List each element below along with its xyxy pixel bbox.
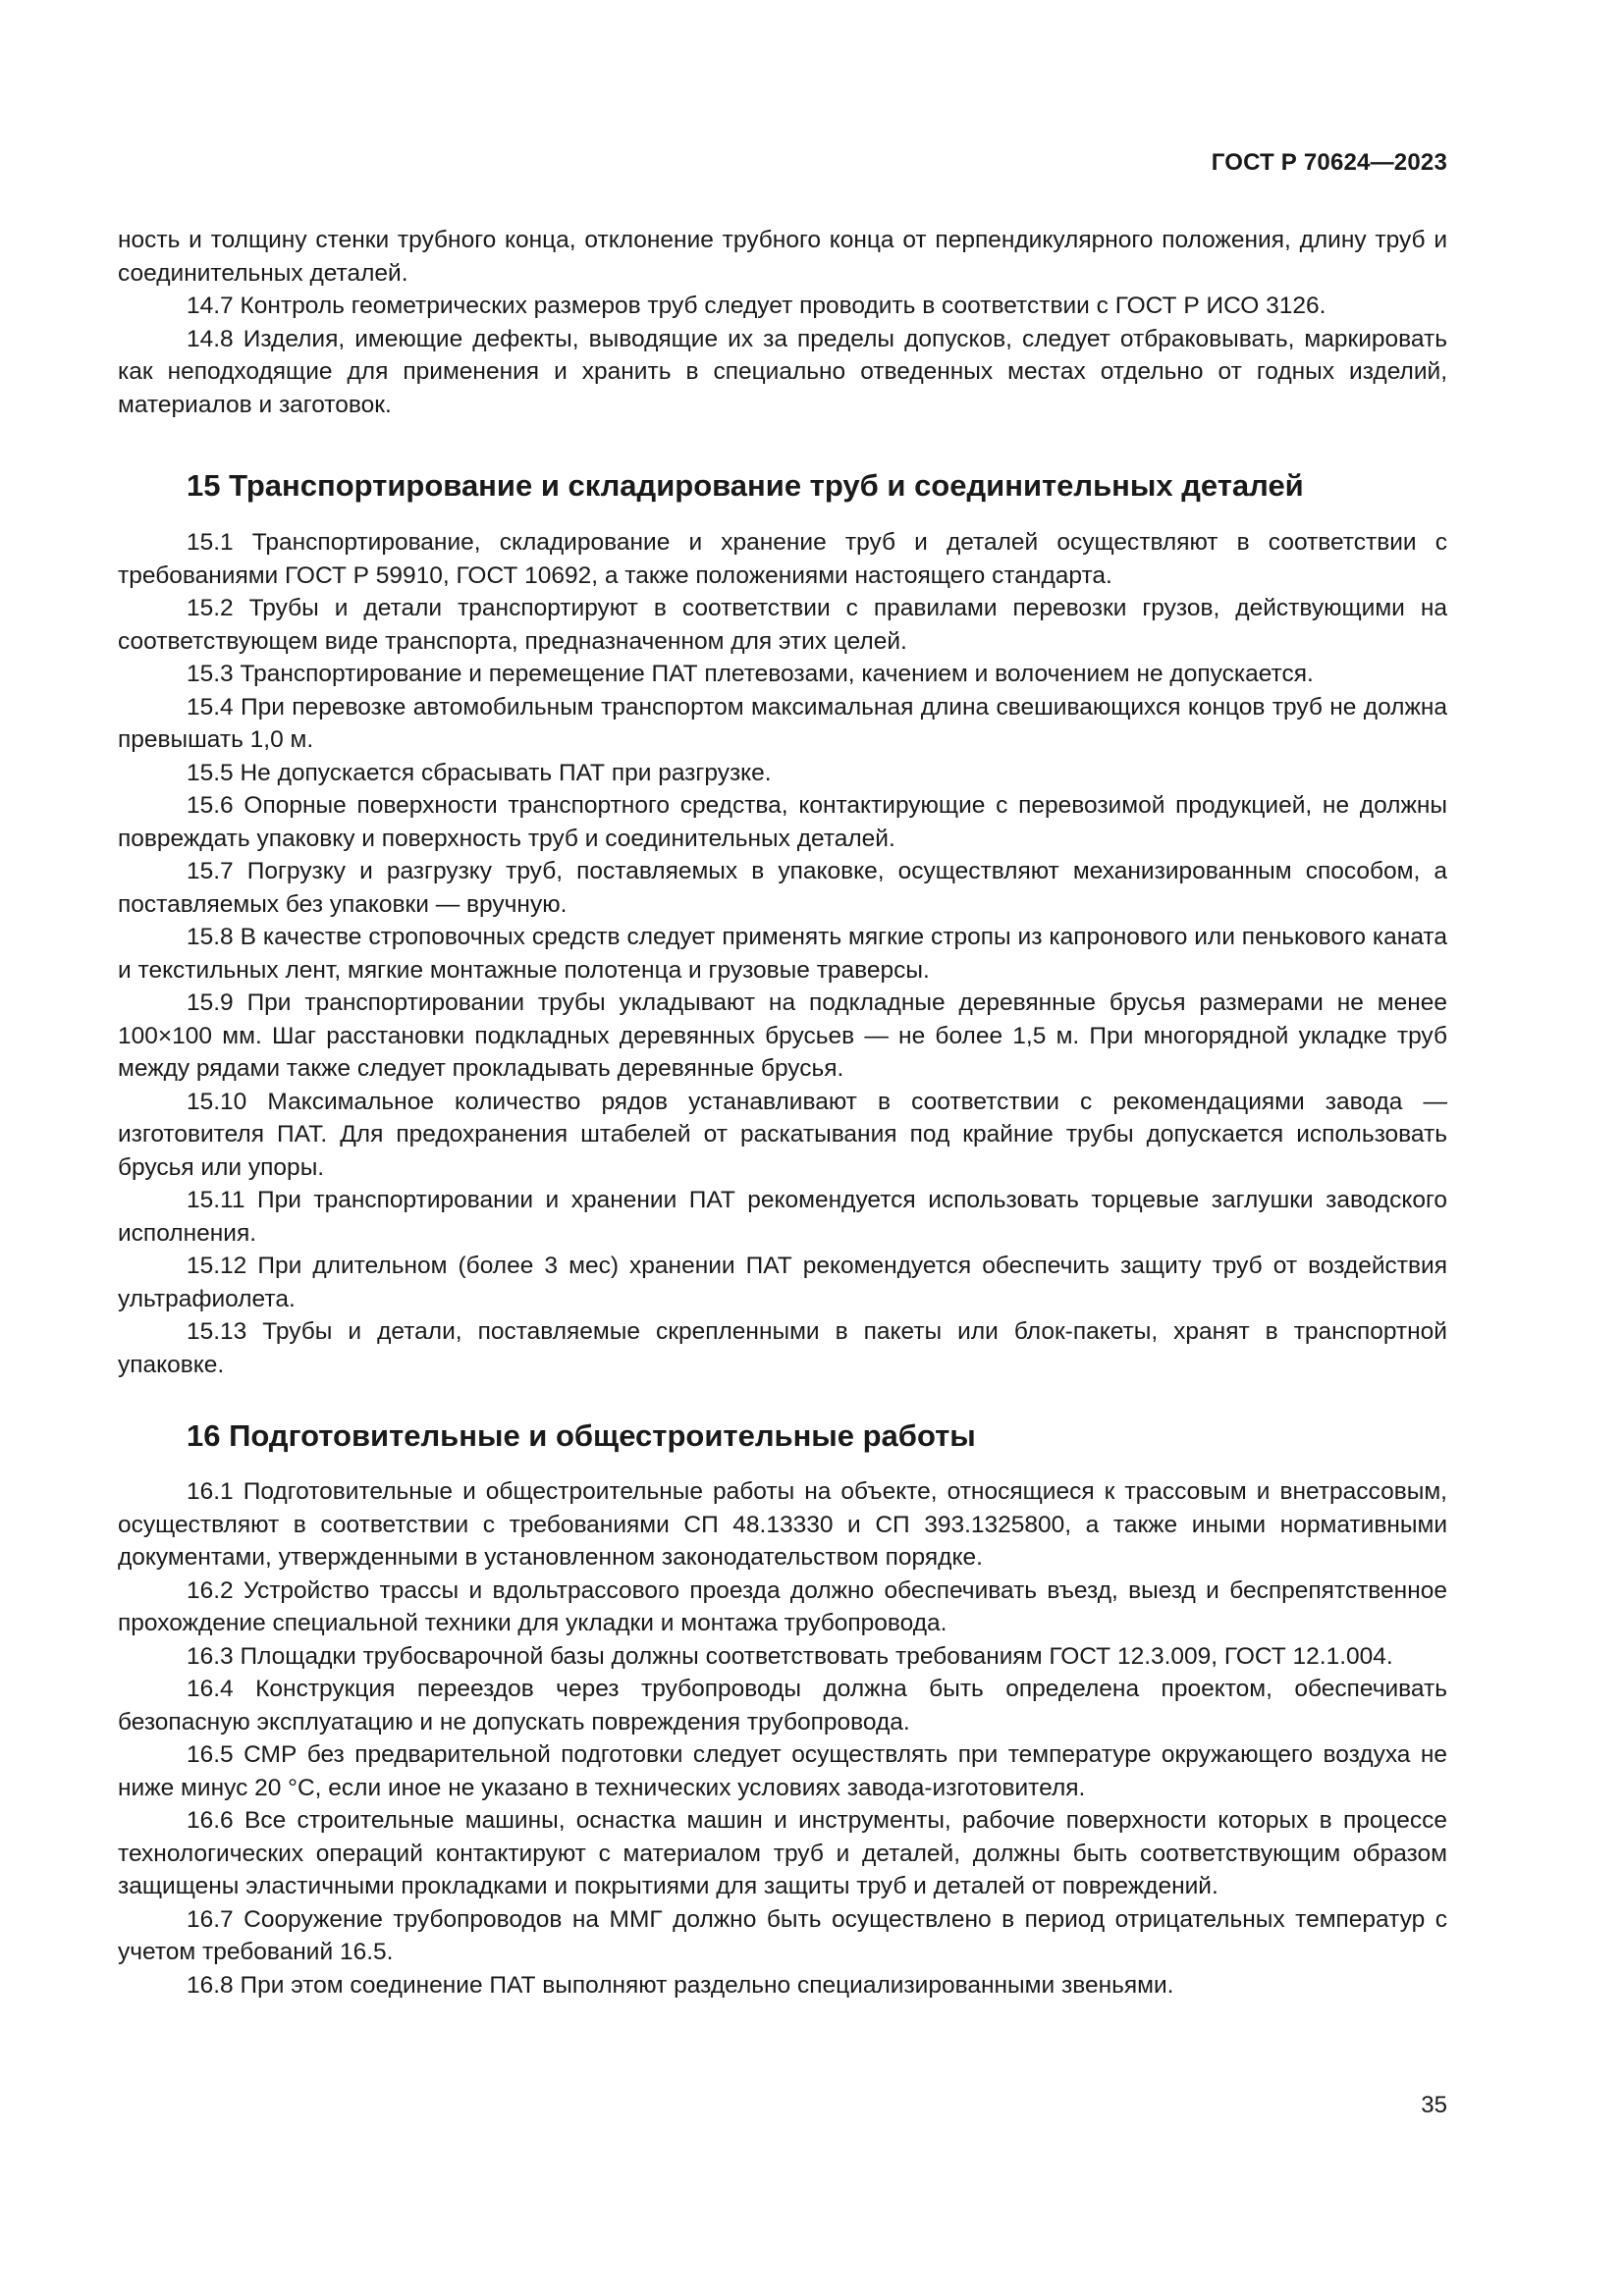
- paragraph: 15.10 Максимальное количество рядов устанавливают в соответствии с рекомендациями завода — изготовителя ПАТ. Для предохранения штабелей от раскатывания под крайние трубы допускается использовать брусья или упоры.: [118, 1088, 1447, 1181]
- paragraph: 15.3 Транспортирование и перемещение ПАТ плетевозами, качением и волочением не допускается.: [187, 661, 1314, 687]
- section-15-heading: 15 Транспортирование и складирование труб и соединительных деталей: [187, 468, 1304, 503]
- paragraph: 15.13 Трубы и детали, поставляемые скрепленными в пакеты или блок-пакеты, хранят в транспортной упаковке.: [118, 1318, 1447, 1378]
- paragraph: 15.1 Транспортирование, складирование и хранение труб и деталей осуществляют в соответствии с требованиями ГОСТ Р 59910, ГОСТ 10692, а также положениями настоящего стандарта.: [118, 529, 1447, 589]
- paragraph: ность и толщину стенки трубного конца, отклонение трубного конца от перпендикулярного положения, длину труб и соединительных деталей.: [118, 227, 1447, 287]
- paragraph: 16.2 Устройство трассы и вдольтрассового проезда должно обеспечивать въезд, выезд и беспрепятственное прохождение специальной техники для укладки и монтажа трубопровода.: [118, 1576, 1447, 1636]
- paragraph: 15.11 При транспортировании и хранении ПАТ рекомендуется использовать торцевые заглушки заводского исполнения.: [118, 1187, 1447, 1247]
- paragraph: 16.5 СМР без предварительной подготовки следует осуществлять при температуре окружающего воздуха не ниже минус 20 °С, если иное не указано в технических условиях завода-изготовителя.: [118, 1741, 1447, 1801]
- document-header: ГОСТ Р 70624—2023: [1211, 149, 1447, 176]
- paragraph: 15.6 Опорные поверхности транспортного средства, контактирующие с перевозимой продукцией, не должны повреждать упаковку и поверхность труб и соединительных деталей.: [118, 792, 1447, 852]
- paragraph: 14.8 Изделия, имеющие дефекты, выводящие их за пределы допусков, следует отбраковывать, маркировать как неподходящие для применения и хранить в специально отведенных местах отдельно от годных изделий, материалов и заготовок.: [118, 325, 1447, 418]
- paragraph: 15.2 Трубы и детали транспортируют в соответствии с правилами перевозки грузов, действующими на соответствующем виде транспорта, предназначенном для этих целей.: [118, 595, 1447, 655]
- section-16-body: [118, 1475, 1447, 2002]
- section-15-body: [118, 526, 1447, 1381]
- paragraph: 15.8 В качестве строповочных средств следует применять мягкие стропы из капронового или пенькового каната и текстильных лент, мягкие монтажные полотенца и грузовые траверсы.: [118, 924, 1447, 984]
- paragraph: 15.4 При перевозке автомобильным транспортом максимальная длина свешивающихся концов труб не должна превышать 1,0 м.: [118, 693, 1447, 753]
- paragraph: 16.4 Конструкция переездов через трубопроводы должна быть определена проектом, обеспечивать безопасную эксплуатацию и не допускать повреждения трубопровода.: [118, 1676, 1447, 1735]
- paragraph: 14.7 Контроль геометрических размеров труб следует проводить в соответствии с ГОСТ Р ИСО 3126.: [187, 293, 1326, 319]
- paragraph: 15.5 Не допускается сбрасывать ПАТ при разгрузке.: [187, 759, 772, 786]
- paragraph: 16.8 При этом соединение ПАТ выполняют раздельно специализированными звеньями.: [187, 1971, 1174, 1999]
- paragraph: 16.6 Все строительные машины, оснастка машин и инструменты, рабочие поверхности которых в процессе технологических операций контактируют с материалом труб и деталей, должны быть соответствующим образом защищены эластичными прокладками и покрытиями для защиты труб и деталей от повреждений.: [118, 1807, 1447, 1899]
- paragraph: 15.12 При длительном (более 3 мес) хранении ПАТ рекомендуется обеспечить защиту труб от воздействия ультрафиолета.: [118, 1253, 1447, 1312]
- paragraph: 15.7 Погрузку и разгрузку труб, поставляемых в упаковке, осуществляют механизированным способом, а поставляемых без упаковки — вручную.: [118, 858, 1447, 918]
- page-number: 35: [1421, 2092, 1447, 2118]
- paragraph: 15.9 При транспортировании трубы укладывают на подкладные деревянные брусья размерами не менее 100×100 мм. Шаг расстановки подкладных деревянных брусьев — не более 1,5 м. При многорядной укладке труб между рядами также следует прокладывать деревянные брусья.: [118, 989, 1447, 1082]
- paragraph: 16.1 Подготовительные и общестроительные работы на объекте, относящиеся к трассовым и внетрассовым, осуществляют в соответствии с требованиями СП 48.13330 и СП 393.1325800, а также иными нормативными документами, утвержденными в установленном законодательством порядке.: [118, 1478, 1447, 1571]
- section-16-heading: 16 Подготовительные и общестроительные работы: [187, 1418, 976, 1453]
- paragraph: 16.3 Площадки трубосварочной базы должны соответствовать требованиям ГОСТ 12.3.009, ГОСТ 12.1.004.: [187, 1642, 1393, 1670]
- paragraph: 16.7 Сооружение трубопроводов на ММГ должно быть осуществлено в период отрицательных температур с учетом требований 16.5.: [118, 1905, 1447, 1965]
- continued-section-14: [118, 224, 1447, 421]
